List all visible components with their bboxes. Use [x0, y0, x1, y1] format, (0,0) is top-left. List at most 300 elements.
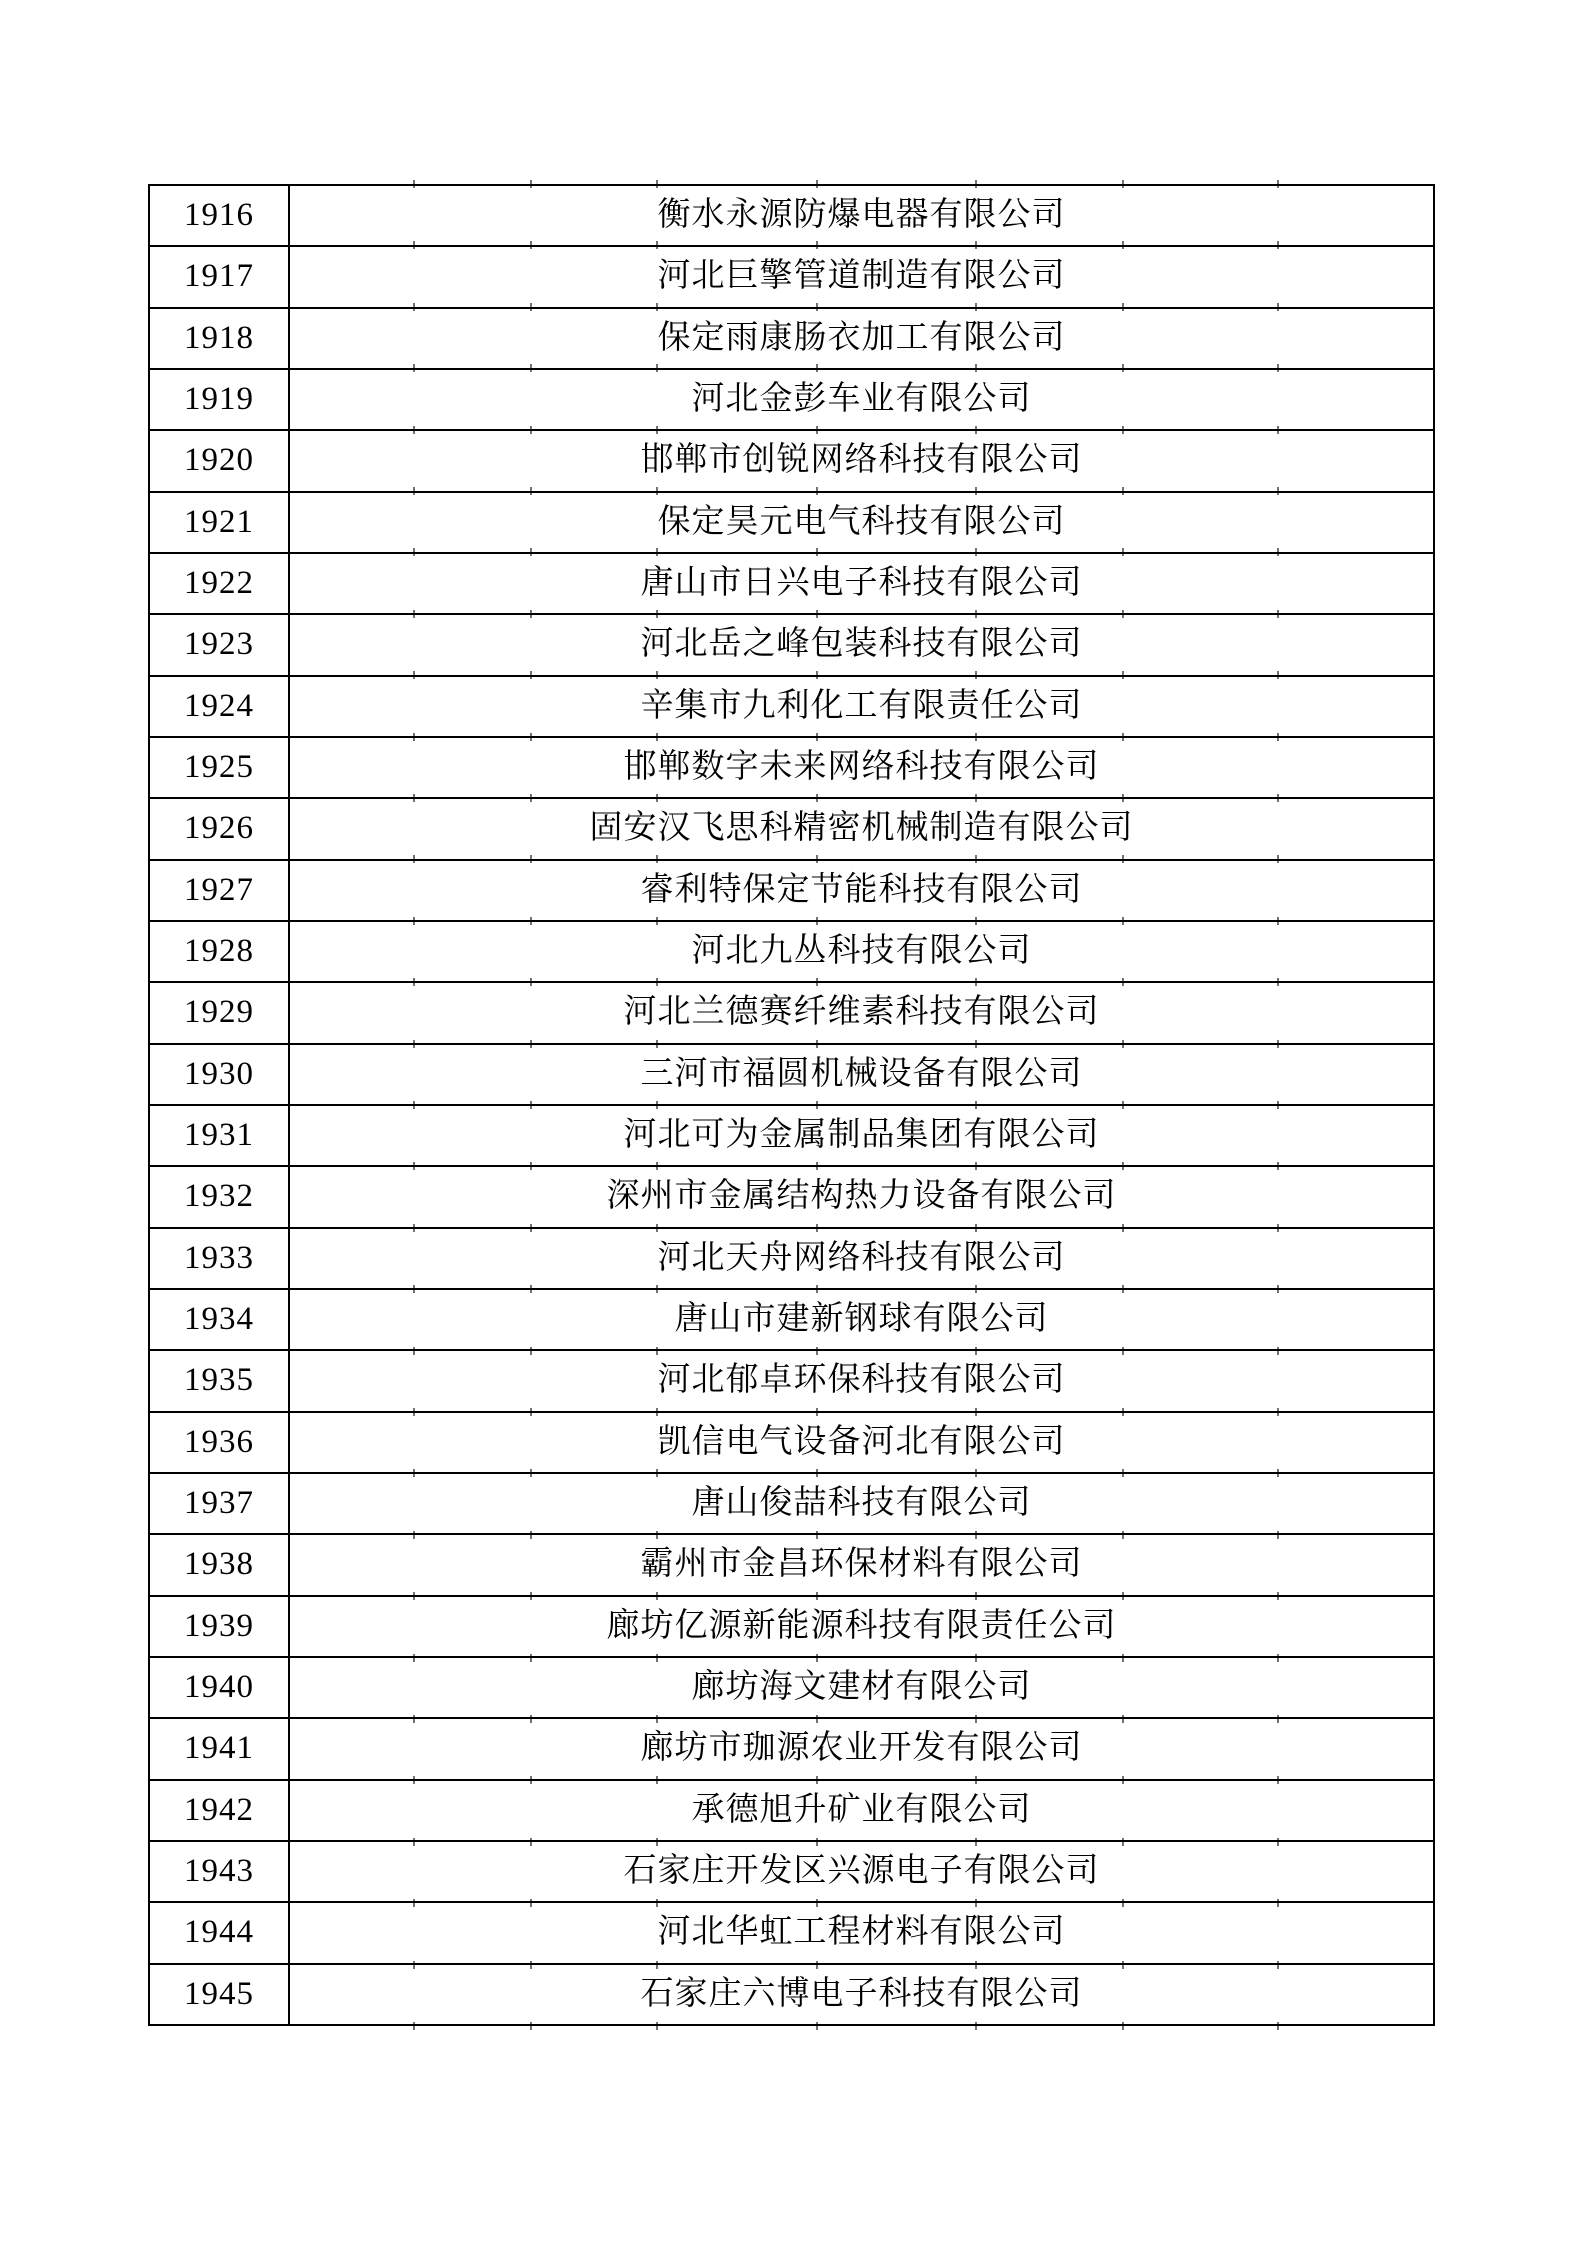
company-name-cell: 辛集市九利化工有限责任公司 — [289, 676, 1434, 737]
grid-tick — [1277, 2022, 1279, 2030]
company-name-cell: 廊坊市珈源农业开发有限公司 — [289, 1718, 1434, 1779]
grid-tick — [413, 1776, 415, 1784]
grid-tick — [1122, 303, 1124, 311]
grid-tick — [1122, 1347, 1124, 1355]
table-row — [149, 982, 1434, 1043]
table-row — [149, 1289, 1434, 1350]
grid-tick — [1122, 1285, 1124, 1293]
grid-tick — [1122, 1715, 1124, 1723]
grid-tick — [530, 1592, 532, 1600]
grid-tick — [413, 1408, 415, 1416]
row-number-cell: 1925 — [149, 737, 289, 798]
table-row — [149, 1228, 1434, 1289]
grid-tick — [975, 1408, 977, 1416]
table-row — [149, 1105, 1434, 1166]
grid-tick — [413, 1592, 415, 1600]
grid-tick — [1277, 1531, 1279, 1539]
grid-tick — [816, 1347, 818, 1355]
grid-tick — [1122, 1224, 1124, 1232]
grid-tick — [413, 1469, 415, 1477]
grid-tick — [975, 978, 977, 986]
grid-tick — [1122, 1654, 1124, 1662]
grid-tick — [1277, 1285, 1279, 1293]
grid-tick — [1277, 1654, 1279, 1662]
grid-tick — [816, 487, 818, 495]
grid-tick — [1277, 1899, 1279, 1907]
grid-tick — [530, 1715, 532, 1723]
row-number-cell: 1944 — [149, 1902, 289, 1963]
grid-tick — [1277, 917, 1279, 925]
grid-tick — [530, 1531, 532, 1539]
grid-tick — [413, 487, 415, 495]
grid-tick — [413, 1715, 415, 1723]
company-name-cell: 河北天舟网络科技有限公司 — [289, 1228, 1434, 1289]
grid-tick — [1277, 180, 1279, 188]
grid-tick — [413, 978, 415, 986]
grid-tick — [1122, 855, 1124, 863]
grid-tick — [530, 241, 532, 249]
grid-tick — [975, 733, 977, 741]
grid-tick — [1122, 671, 1124, 679]
table-row — [149, 1841, 1434, 1902]
grid-tick — [656, 1040, 658, 1048]
table-row — [149, 246, 1434, 307]
grid-tick — [413, 1838, 415, 1846]
company-name-cell: 石家庄六博电子科技有限公司 — [289, 1964, 1434, 2025]
grid-tick — [816, 733, 818, 741]
grid-tick — [656, 1654, 658, 1662]
grid-tick — [816, 1469, 818, 1477]
grid-tick — [816, 671, 818, 679]
company-table — [148, 184, 1435, 2026]
grid-tick — [656, 364, 658, 372]
grid-tick — [975, 2022, 977, 2030]
grid-tick — [975, 1531, 977, 1539]
company-name-cell: 河北兰德赛纤维素科技有限公司 — [289, 982, 1434, 1043]
grid-tick — [975, 671, 977, 679]
company-name-cell: 三河市福圆机械设备有限公司 — [289, 1044, 1434, 1105]
grid-tick — [975, 1899, 977, 1907]
row-number-cell: 1936 — [149, 1412, 289, 1473]
grid-tick — [656, 2022, 658, 2030]
table-row — [149, 1044, 1434, 1105]
grid-tick — [1122, 978, 1124, 986]
grid-tick — [816, 364, 818, 372]
company-name-cell: 河北华虹工程材料有限公司 — [289, 1902, 1434, 1963]
grid-tick — [413, 1347, 415, 1355]
grid-tick — [1122, 1961, 1124, 1969]
grid-tick — [1122, 1469, 1124, 1477]
grid-tick — [1277, 1162, 1279, 1170]
grid-tick — [656, 1715, 658, 1723]
row-number-cell: 1945 — [149, 1964, 289, 2025]
grid-tick — [816, 548, 818, 556]
grid-tick — [530, 1654, 532, 1662]
grid-tick — [530, 610, 532, 618]
grid-tick — [1277, 1715, 1279, 1723]
grid-tick — [413, 1162, 415, 1170]
grid-tick — [816, 1408, 818, 1416]
grid-tick — [975, 1347, 977, 1355]
grid-tick — [975, 1469, 977, 1477]
table-row — [149, 1657, 1434, 1718]
table-row — [149, 308, 1434, 369]
table-row — [149, 1780, 1434, 1841]
grid-tick — [1277, 1469, 1279, 1477]
grid-tick — [975, 487, 977, 495]
company-name-cell: 保定昊元电气科技有限公司 — [289, 492, 1434, 553]
company-name-cell: 河北金彭车业有限公司 — [289, 369, 1434, 430]
grid-tick — [1277, 303, 1279, 311]
company-name-cell: 河北九丛科技有限公司 — [289, 921, 1434, 982]
grid-tick — [530, 1347, 532, 1355]
grid-tick — [413, 733, 415, 741]
grid-tick — [1277, 1408, 1279, 1416]
grid-tick — [413, 917, 415, 925]
grid-tick — [656, 671, 658, 679]
company-table-body — [149, 185, 1434, 2025]
grid-tick — [656, 733, 658, 741]
row-number-cell: 1942 — [149, 1780, 289, 1841]
grid-tick — [816, 1961, 818, 1969]
grid-tick — [1277, 794, 1279, 802]
grid-tick — [413, 548, 415, 556]
row-number-cell: 1926 — [149, 798, 289, 859]
grid-tick — [530, 1224, 532, 1232]
grid-tick — [656, 1224, 658, 1232]
grid-tick — [975, 1715, 977, 1723]
grid-tick — [413, 610, 415, 618]
grid-tick — [1122, 733, 1124, 741]
grid-tick — [530, 2022, 532, 2030]
grid-tick — [413, 855, 415, 863]
row-number-cell: 1933 — [149, 1228, 289, 1289]
grid-tick — [656, 1592, 658, 1600]
row-number-cell: 1939 — [149, 1596, 289, 1657]
row-number-cell: 1919 — [149, 369, 289, 430]
grid-tick — [413, 1040, 415, 1048]
grid-tick — [1277, 1961, 1279, 1969]
grid-tick — [656, 1838, 658, 1846]
grid-tick — [816, 1101, 818, 1109]
company-name-cell: 廊坊亿源新能源科技有限责任公司 — [289, 1596, 1434, 1657]
grid-tick — [1277, 1838, 1279, 1846]
grid-tick — [656, 1101, 658, 1109]
table-row — [149, 1534, 1434, 1595]
table-row — [149, 492, 1434, 553]
grid-tick — [530, 1040, 532, 1048]
grid-tick — [530, 1776, 532, 1784]
grid-tick — [816, 1224, 818, 1232]
table-row — [149, 1718, 1434, 1779]
table-row — [149, 185, 1434, 246]
grid-tick — [530, 1101, 532, 1109]
grid-tick — [975, 610, 977, 618]
row-number-cell: 1932 — [149, 1166, 289, 1227]
table-row — [149, 1596, 1434, 1657]
table-row — [149, 553, 1434, 614]
grid-tick — [816, 1162, 818, 1170]
company-name-cell: 邯郸数字未来网络科技有限公司 — [289, 737, 1434, 798]
grid-tick — [530, 1899, 532, 1907]
grid-tick — [816, 610, 818, 618]
grid-tick — [656, 917, 658, 925]
grid-tick — [413, 671, 415, 679]
table-row — [149, 1473, 1434, 1534]
grid-tick — [1277, 487, 1279, 495]
company-name-cell: 唐山市建新钢球有限公司 — [289, 1289, 1434, 1350]
grid-tick — [530, 1961, 532, 1969]
grid-tick — [1122, 1531, 1124, 1539]
grid-tick — [656, 1469, 658, 1477]
grid-tick — [656, 1899, 658, 1907]
row-number-cell: 1916 — [149, 185, 289, 246]
row-number-cell: 1918 — [149, 308, 289, 369]
grid-tick — [530, 487, 532, 495]
grid-tick — [656, 794, 658, 802]
grid-tick — [656, 241, 658, 249]
grid-tick — [413, 1531, 415, 1539]
grid-tick — [1122, 364, 1124, 372]
grid-tick — [1122, 1162, 1124, 1170]
grid-tick — [1277, 1224, 1279, 1232]
company-name-cell: 石家庄开发区兴源电子有限公司 — [289, 1841, 1434, 1902]
row-number-cell: 1937 — [149, 1473, 289, 1534]
grid-tick — [816, 1040, 818, 1048]
grid-tick — [816, 426, 818, 434]
row-number-cell: 1923 — [149, 614, 289, 675]
grid-tick — [1277, 1592, 1279, 1600]
grid-tick — [816, 303, 818, 311]
company-name-cell: 深州市金属结构热力设备有限公司 — [289, 1166, 1434, 1227]
table-row — [149, 737, 1434, 798]
row-number-cell: 1927 — [149, 860, 289, 921]
grid-tick — [530, 733, 532, 741]
grid-tick — [975, 1592, 977, 1600]
grid-tick — [1122, 2022, 1124, 2030]
company-name-cell: 保定雨康肠衣加工有限公司 — [289, 308, 1434, 369]
grid-tick — [975, 1838, 977, 1846]
grid-tick — [1122, 1592, 1124, 1600]
grid-tick — [530, 1469, 532, 1477]
grid-tick — [975, 794, 977, 802]
grid-tick — [816, 1592, 818, 1600]
grid-tick — [530, 917, 532, 925]
row-number-cell: 1934 — [149, 1289, 289, 1350]
grid-tick — [1277, 671, 1279, 679]
grid-tick — [975, 1040, 977, 1048]
row-number-cell: 1931 — [149, 1105, 289, 1166]
row-number-cell: 1921 — [149, 492, 289, 553]
row-number-cell: 1941 — [149, 1718, 289, 1779]
table-row — [149, 614, 1434, 675]
company-name-cell: 唐山市日兴电子科技有限公司 — [289, 553, 1434, 614]
grid-tick — [413, 1654, 415, 1662]
grid-tick — [530, 548, 532, 556]
grid-tick — [656, 487, 658, 495]
grid-tick — [1122, 548, 1124, 556]
company-name-cell: 固安汉飞思科精密机械制造有限公司 — [289, 798, 1434, 859]
grid-tick — [1277, 610, 1279, 618]
grid-tick — [413, 303, 415, 311]
grid-tick — [530, 1838, 532, 1846]
grid-tick — [1122, 241, 1124, 249]
table-row — [149, 1902, 1434, 1963]
company-name-cell: 廊坊海文建材有限公司 — [289, 1657, 1434, 1718]
grid-tick — [413, 241, 415, 249]
grid-tick — [1277, 548, 1279, 556]
company-name-cell: 衡水永源防爆电器有限公司 — [289, 185, 1434, 246]
grid-tick — [975, 1961, 977, 1969]
grid-tick — [1277, 855, 1279, 863]
grid-tick — [656, 1285, 658, 1293]
row-number-cell: 1943 — [149, 1841, 289, 1902]
grid-tick — [975, 1285, 977, 1293]
table-row — [149, 1964, 1434, 2025]
grid-tick — [816, 241, 818, 249]
row-number-cell: 1935 — [149, 1350, 289, 1411]
grid-tick — [1277, 364, 1279, 372]
grid-tick — [656, 426, 658, 434]
grid-tick — [656, 1776, 658, 1784]
grid-tick — [975, 241, 977, 249]
grid-tick — [975, 855, 977, 863]
grid-tick — [1277, 241, 1279, 249]
grid-tick — [656, 978, 658, 986]
grid-tick — [530, 303, 532, 311]
grid-tick — [975, 548, 977, 556]
grid-tick — [1122, 487, 1124, 495]
table-row — [149, 921, 1434, 982]
grid-tick — [530, 426, 532, 434]
grid-tick — [1277, 978, 1279, 986]
grid-tick — [413, 1961, 415, 1969]
grid-tick — [1122, 610, 1124, 618]
grid-tick — [656, 548, 658, 556]
grid-tick — [656, 303, 658, 311]
grid-tick — [530, 1162, 532, 1170]
grid-tick — [816, 855, 818, 863]
grid-tick — [530, 364, 532, 372]
grid-tick — [1122, 1101, 1124, 1109]
grid-tick — [1122, 1040, 1124, 1048]
row-number-cell: 1920 — [149, 430, 289, 491]
grid-tick — [975, 303, 977, 311]
company-name-cell: 河北巨擎管道制造有限公司 — [289, 246, 1434, 307]
grid-tick — [975, 1101, 977, 1109]
grid-tick — [816, 2022, 818, 2030]
grid-tick — [656, 180, 658, 188]
grid-tick — [1277, 733, 1279, 741]
company-name-cell: 凯信电气设备河北有限公司 — [289, 1412, 1434, 1473]
row-number-cell: 1930 — [149, 1044, 289, 1105]
table-row — [149, 430, 1434, 491]
company-name-cell: 河北郁卓环保科技有限公司 — [289, 1350, 1434, 1411]
row-number-cell: 1917 — [149, 246, 289, 307]
grid-tick — [816, 1776, 818, 1784]
company-name-cell: 邯郸市创锐网络科技有限公司 — [289, 430, 1434, 491]
grid-tick — [413, 180, 415, 188]
table-row — [149, 369, 1434, 430]
row-number-cell: 1928 — [149, 921, 289, 982]
table-row — [149, 860, 1434, 921]
grid-tick — [413, 1899, 415, 1907]
grid-tick — [975, 426, 977, 434]
company-name-cell: 霸州市金昌环保材料有限公司 — [289, 1534, 1434, 1595]
table-row — [149, 1350, 1434, 1411]
company-name-cell: 河北岳之峰包装科技有限公司 — [289, 614, 1434, 675]
grid-tick — [1122, 1776, 1124, 1784]
row-number-cell: 1940 — [149, 1657, 289, 1718]
grid-tick — [975, 180, 977, 188]
table-row — [149, 1166, 1434, 1227]
grid-tick — [1277, 1040, 1279, 1048]
grid-tick — [975, 917, 977, 925]
grid-tick — [1122, 1838, 1124, 1846]
grid-tick — [1277, 1101, 1279, 1109]
grid-tick — [530, 1285, 532, 1293]
grid-tick — [1277, 1776, 1279, 1784]
grid-tick — [1122, 426, 1124, 434]
grid-tick — [413, 1224, 415, 1232]
company-name-cell: 河北可为金属制品集团有限公司 — [289, 1105, 1434, 1166]
grid-tick — [975, 1162, 977, 1170]
row-number-cell: 1922 — [149, 553, 289, 614]
grid-tick — [413, 364, 415, 372]
table-row — [149, 1412, 1434, 1473]
grid-tick — [1122, 180, 1124, 188]
grid-tick — [656, 1531, 658, 1539]
grid-tick — [816, 180, 818, 188]
grid-tick — [1277, 426, 1279, 434]
grid-tick — [530, 978, 532, 986]
grid-tick — [1122, 794, 1124, 802]
grid-tick — [413, 794, 415, 802]
row-number-cell: 1938 — [149, 1534, 289, 1595]
grid-tick — [1122, 1408, 1124, 1416]
grid-tick — [816, 917, 818, 925]
grid-tick — [413, 1101, 415, 1109]
row-number-cell: 1929 — [149, 982, 289, 1043]
grid-tick — [975, 364, 977, 372]
grid-tick — [530, 1408, 532, 1416]
grid-tick — [975, 1654, 977, 1662]
grid-tick — [1122, 1899, 1124, 1907]
table-row — [149, 798, 1434, 859]
grid-tick — [975, 1224, 977, 1232]
row-number-cell: 1924 — [149, 676, 289, 737]
grid-tick — [530, 671, 532, 679]
grid-tick — [656, 1347, 658, 1355]
grid-tick — [1122, 917, 1124, 925]
grid-tick — [816, 978, 818, 986]
grid-tick — [816, 1285, 818, 1293]
grid-tick — [656, 610, 658, 618]
grid-tick — [816, 1531, 818, 1539]
grid-tick — [413, 426, 415, 434]
grid-tick — [975, 1776, 977, 1784]
grid-tick — [816, 1715, 818, 1723]
grid-tick — [816, 1838, 818, 1846]
company-name-cell: 承德旭升矿业有限公司 — [289, 1780, 1434, 1841]
grid-tick — [816, 794, 818, 802]
grid-tick — [656, 855, 658, 863]
grid-tick — [656, 1162, 658, 1170]
grid-tick — [413, 2022, 415, 2030]
grid-tick — [816, 1654, 818, 1662]
grid-tick — [656, 1961, 658, 1969]
grid-tick — [413, 1285, 415, 1293]
